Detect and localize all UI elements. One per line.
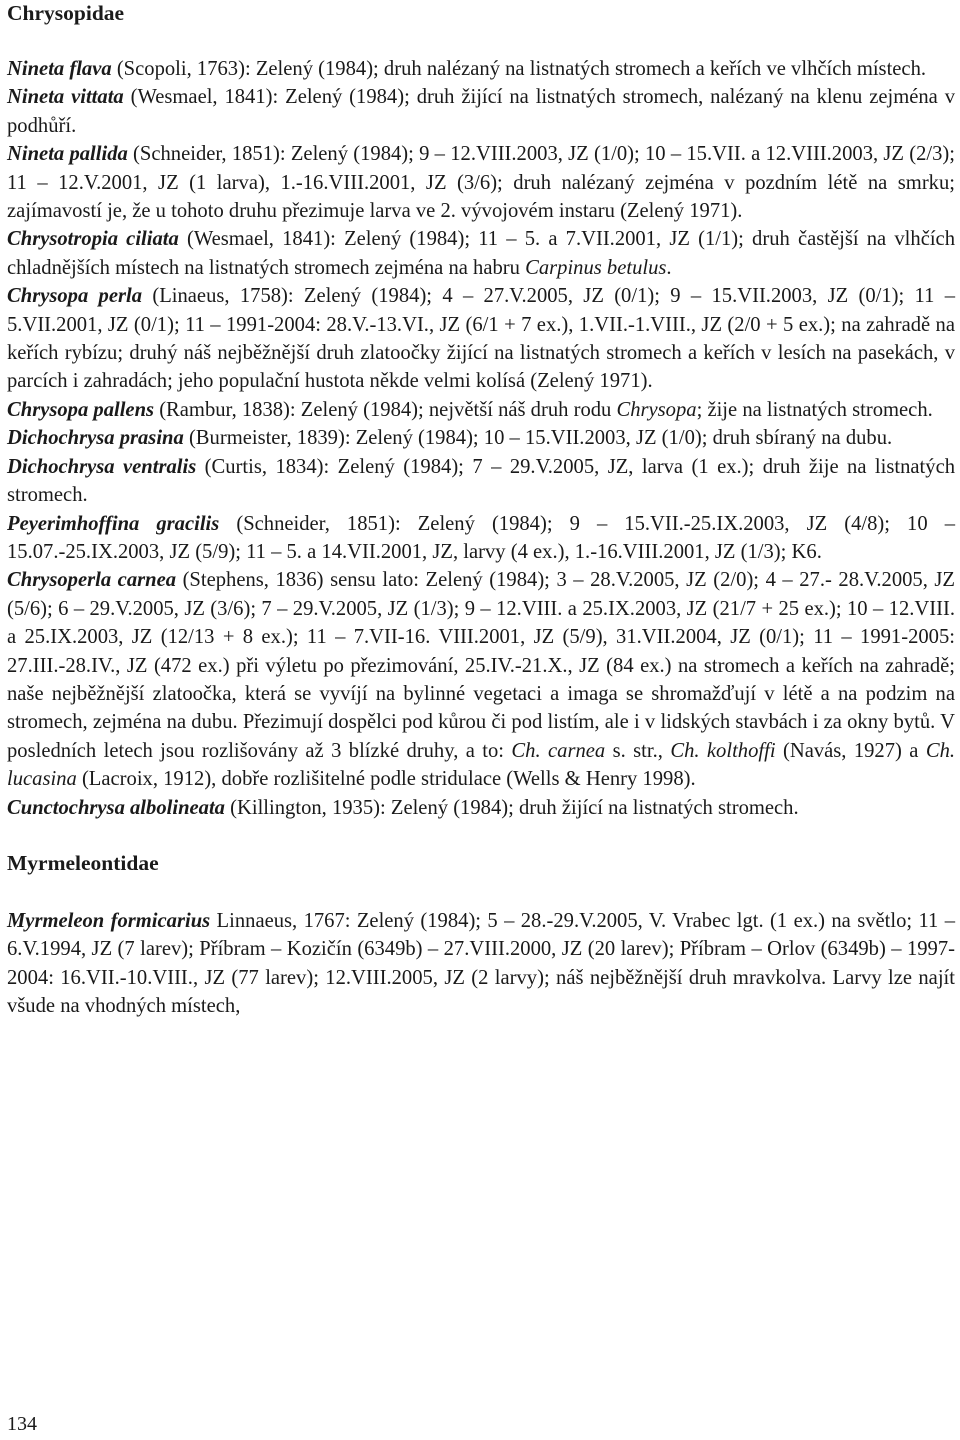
species-list-chrysopidae <box>7 55 955 822</box>
italic-taxon: Carpinus betulus <box>525 256 667 279</box>
species-entry <box>7 225 955 282</box>
page <box>7 0 955 1021</box>
species-name: Chrysotropia ciliata <box>7 228 179 251</box>
entry-text: (Burmeister, 1839): Zelený (1984); 10 – 15.VII.2003, JZ (1/0); druh sbíraný na dubu. <box>183 427 893 450</box>
entry-text: (Stephens, 1836) sensu lato: Zelený (1984); 3 – 28.V.2005, JZ (2/0); 4 – 27.- 28.V.2005, JZ (5/6); 6 – 29.V.2005, JZ (3/6); 7 – 29.V.2005, JZ (1/3); 9 – 12.VIII. a 25.IX.2003, JZ (21/7 + 25 ex.); 10 – 12.VIII. a 25.IX.2003, JZ (12/13 + 8 ex.); 11 – 7.VII-16. VIII.2001, JZ (5/9), 31.VII.2004, JZ (0/1); 11 – 1991-2005: 27.III.-28.IV., JZ (472 ex.) při výletu po přezimování, 25.IV.-21.X., JZ (84 ex.) na stromech a keřích na zahradě; naše nejběžnější zlatoočka, která se vyvíjí na bylinné vegetaci a imaga se shromažďují v létě a na podzim na stromech, zejména na dubu. Přezimují dospělci pod kůrou či pod listím, ale i v lidských stavbách i za okny bytů. V posledních letech jsou rozlišovány až 3 blízké druhy, a to: <box>7 569 955 762</box>
species-entry <box>7 83 955 140</box>
species-entry <box>7 566 955 793</box>
entry-text: (Lacroix, 1912), dobře rozlišitelné podle stridulace (Wells & Henry 1998). <box>76 768 696 791</box>
italic-taxon: Ch. lucasina <box>7 739 956 791</box>
species-name: Nineta vittata <box>7 86 124 109</box>
species-name: Chrysopa pallens <box>7 398 155 421</box>
entry-text: (Navás, 1927) a <box>775 739 926 762</box>
species-entry <box>7 140 955 225</box>
species-name: Peyerimhoffina gracilis <box>7 512 220 535</box>
entry-text: (Schneider, 1851): Zelený (1984); 9 – 12.VIII.2003, JZ (1/0); 10 – 15.VII. a 12.VIII.2003, JZ (2/3); 11 – 12.V.2001, JZ (1 larva), 1.-16.VIII.2001, JZ (3/6); druh nalézaný zejména v pozdním létě na smrku; zajímavostí je, že u tohoto druhu přezimuje larva ve 2. vývojovém instaru (Zelený 1971). <box>7 143 955 223</box>
species-entry <box>7 282 955 396</box>
species-list-myrmeleontidae <box>7 907 955 1021</box>
entry-text: ; žije na listnatých stromech. <box>696 398 933 421</box>
species-name: Chrysopa perla <box>7 285 143 308</box>
species-name: Cunctochrysa albolineata <box>7 796 225 819</box>
species-entry <box>7 396 955 424</box>
page-number: 134 <box>7 1413 37 1435</box>
species-name: Dichochrysa ventralis <box>7 455 197 478</box>
species-name: Myrmeleon formicarius <box>7 909 211 932</box>
entry-text: (Curtis, 1834): Zelený (1984); 7 – 29.V.2005, JZ, larva (1 ex.); druh žije na listnatých stromech. <box>7 455 956 507</box>
entry-text: s. str., <box>605 739 671 762</box>
species-entry <box>7 55 955 83</box>
italic-taxon: Ch. carnea <box>511 739 606 762</box>
entry-text: (Scopoli, 1763): Zelený (1984); druh nalézaný na listnatých stromech a keřích ve vlhčích místech. <box>111 58 927 80</box>
species-name: Nineta flava <box>7 58 112 80</box>
species-entry <box>7 453 955 510</box>
entry-text: (Wesmael, 1841): Zelený (1984); druh žijící na listnatých stromech, nalézaný na klenu zejména v podhůří. <box>7 86 955 137</box>
species-entry <box>7 510 955 567</box>
italic-taxon: Ch. kolthoffi <box>670 739 776 762</box>
species-name: Dichochrysa prasina <box>7 427 184 450</box>
entry-text: (Killington, 1935): Zelený (1984); druh žijící na listnatých stromech. <box>224 796 799 819</box>
entry-text: . <box>666 256 672 279</box>
entry-text: (Schneider, 1851): Zelený (1984); 9 – 15.VII.-25.IX.2003, JZ (4/8); 10 – 15.07.-25.IX.2003, JZ (5/9); 11 – 5. a 14.VII.2001, JZ, larvy (4 ex.), 1.-16.VIII.2001, JZ (1/3); K6. <box>7 512 955 563</box>
species-name: Nineta pallida <box>7 143 128 166</box>
species-entry <box>7 424 955 452</box>
section-heading-chrysopidae: Chrysopidae <box>7 1 125 25</box>
entry-text: Linnaeus, 1767: Zelený (1984); 5 – 28.-29.V.2005, V. Vrabec lgt. (1 ex.) na světlo; 11 – 6.V.1994, JZ (7 larev); Příbram – Kozičín (6349b) – 27.VIII.2000, JZ (20 larev); Příbram – Orlov (6349b) – 1997-2004: 16.VII.-10.VIII., JZ (77 larev); 12.VIII.2005, JZ (2 larvy); náš nejběžnější druh mravkolva. Larvy lze najít všude na vhodných místech, <box>7 909 956 1018</box>
italic-taxon: Chrysopa <box>616 398 697 421</box>
entry-text: (Linaeus, 1758): Zelený (1984); 4 – 27.V.2005, JZ (0/1); 9 – 15.VII.2003, JZ (0/1); 11 – 5.VII.2001, JZ (0/1); 11 – 1991-2004: 28.V.-13.VI., JZ (6/1 + 7 ex.), 1.VII.-1.VIII., JZ (2/0 + 5 ex.); na zahradě na keřích rybízu; druhý náš nejběžnější druh zlatoočky žijící na listnatých stromech a keřích v lesích na pasekách, v parcích i zahradách; jeho populační hustota někde velmi kolísá (Zelený 1971). <box>7 285 955 393</box>
entry-text: (Wesmael, 1841): Zelený (1984); 11 – 5. a 7.VII.2001, JZ (1/1); druh častější na vlhčích chladnějších místech na listnatých stromech zejména na habru <box>7 228 955 279</box>
species-name: Chrysoperla carnea <box>7 569 177 592</box>
species-entry <box>7 794 955 822</box>
entry-text: (Rambur, 1838): Zelený (1984); největší náš druh rodu <box>154 398 617 421</box>
species-entry <box>7 907 955 1021</box>
section-heading-myrmeleontidae: Myrmeleontidae <box>7 850 159 875</box>
